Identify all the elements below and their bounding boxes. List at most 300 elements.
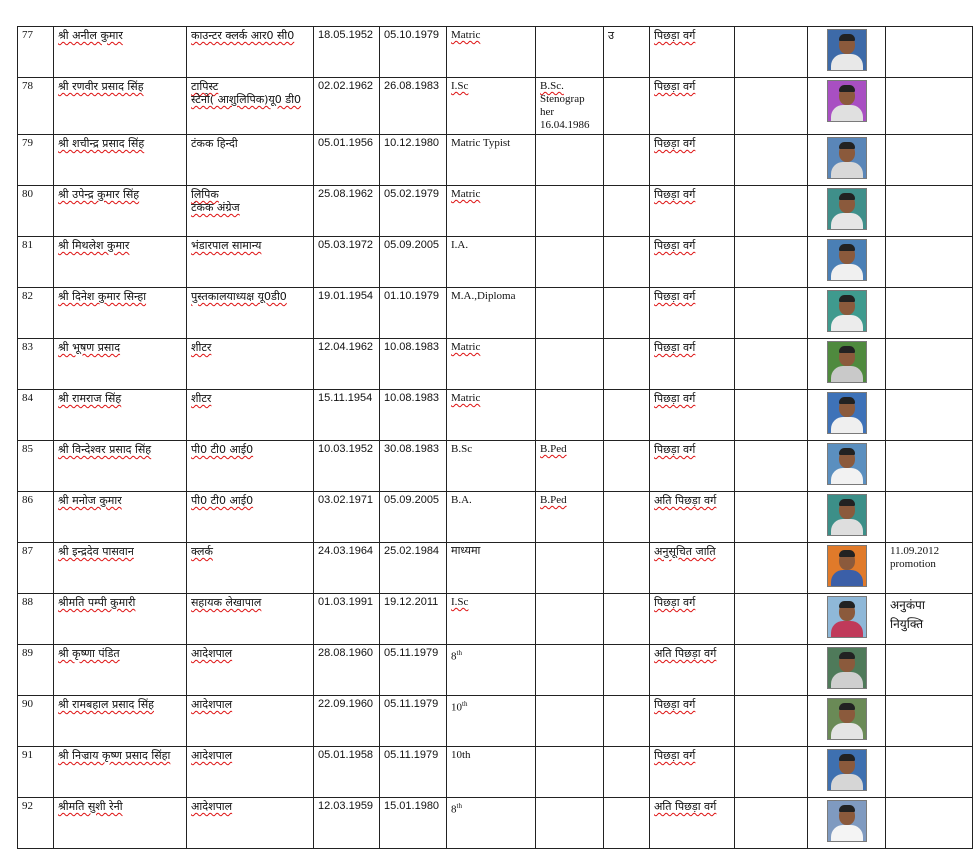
joining-date: 05.09.2005: [384, 239, 440, 251]
qualification: 10th: [451, 749, 471, 761]
serial-number: 89: [22, 647, 33, 659]
designation-cell: [187, 492, 314, 543]
photo-hair: [839, 703, 855, 710]
additional-qualification-cell: [536, 390, 604, 441]
category-value: अति पिछड़ा वर्ग: [654, 647, 717, 660]
employee-name: श्रीमति सुशी रेनी: [58, 800, 123, 813]
name-cell: [54, 237, 187, 288]
serial-cell: [18, 390, 54, 441]
joining-date: 05.09.2005: [384, 494, 440, 506]
photo-hair: [839, 346, 855, 353]
photo-hair: [839, 499, 855, 506]
birth-date: 19.01.1954: [318, 290, 374, 302]
photo-hair: [839, 754, 855, 761]
employee-name: श्री उपेन्द्र कुमार सिंह: [58, 188, 140, 201]
name-cell: [54, 645, 187, 696]
serial-number: 82: [22, 290, 33, 302]
serial-cell: [18, 186, 54, 237]
joining-date: 19.12.2011: [384, 596, 439, 608]
serial-cell: [18, 441, 54, 492]
designation-line: आदेशपाल: [191, 749, 233, 762]
blank-cell: [735, 645, 808, 696]
extra-cell: [604, 594, 650, 645]
serial-cell: [18, 696, 54, 747]
photo-shirt: [831, 519, 863, 536]
name-cell: [54, 543, 187, 594]
remark-cell: [886, 27, 973, 78]
additional-qualification-line: Stenograp: [540, 93, 585, 105]
designation-cell: [187, 696, 314, 747]
remark-cell: [886, 441, 973, 492]
joining-date: 30.08.1983: [384, 443, 440, 455]
remark-cell: [886, 288, 973, 339]
serial-number: 86: [22, 494, 33, 506]
blank-cell: [735, 747, 808, 798]
serial-cell: [18, 594, 54, 645]
photo-hair: [839, 652, 855, 659]
birth-date-cell: [314, 237, 380, 288]
category-value: पिछड़ा वर्ग: [654, 290, 696, 303]
birth-date-cell: [314, 747, 380, 798]
blank-cell: [735, 135, 808, 186]
birth-date-cell: [314, 441, 380, 492]
serial-cell: [18, 135, 54, 186]
birth-date-cell: [314, 492, 380, 543]
category-cell: [650, 594, 735, 645]
birth-date: 24.03.1964: [318, 545, 374, 557]
serial-number: 90: [22, 698, 33, 710]
designation-cell: [187, 288, 314, 339]
qualification-suffix: th: [462, 700, 468, 708]
qualification: Matric: [451, 29, 481, 41]
employee-photo: [827, 188, 867, 230]
serial-cell: [18, 798, 54, 849]
category-cell: [650, 186, 735, 237]
serial-number: 85: [22, 443, 33, 455]
birth-date-cell: [314, 186, 380, 237]
additional-qualification-cell: [536, 27, 604, 78]
photo-shirt: [831, 213, 863, 230]
serial-number: 80: [22, 188, 33, 200]
employee-name: श्री मिथलेश कुमार: [58, 239, 130, 252]
joining-date-cell: [380, 135, 447, 186]
birth-date: 10.03.1952: [318, 443, 374, 455]
blank-cell: [735, 441, 808, 492]
photo-cell: [808, 78, 886, 135]
serial-cell: [18, 645, 54, 696]
name-cell: [54, 288, 187, 339]
designation-cell: [187, 135, 314, 186]
remark-cell: [886, 543, 973, 594]
extra-cell: [604, 696, 650, 747]
designation-cell: [187, 798, 314, 849]
name-cell: [54, 696, 187, 747]
joining-date-cell: [380, 339, 447, 390]
qualification-cell: [447, 27, 536, 78]
photo-cell: [808, 288, 886, 339]
extra-cell: [604, 27, 650, 78]
joining-date-cell: [380, 27, 447, 78]
joining-date-cell: [380, 696, 447, 747]
joining-date: 05.11.1979: [384, 698, 439, 710]
serial-number: 77: [22, 29, 33, 41]
birth-date: 18.05.1952: [318, 29, 374, 41]
category-cell: [650, 27, 735, 78]
joining-date-cell: [380, 237, 447, 288]
joining-date: 10.12.1980: [384, 137, 440, 149]
remark-cell: [886, 594, 973, 645]
qualification-cell: [447, 237, 536, 288]
employee-name: श्री निज्राय कृष्ण प्रसाद सिंहा: [58, 749, 171, 762]
birth-date-cell: [314, 288, 380, 339]
joining-date-cell: [380, 492, 447, 543]
joining-date: 10.08.1983: [384, 341, 440, 353]
joining-date-cell: [380, 798, 447, 849]
photo-cell: [808, 186, 886, 237]
designation-line: लिपिक: [191, 188, 219, 201]
category-value: पिछड़ा वर्ग: [654, 29, 696, 42]
employee-name: श्रीमति पम्पी कुमारी: [58, 596, 136, 609]
extra-cell: [604, 78, 650, 135]
designation-line: पुस्तकालयाध्यक्ष यू0डी0: [191, 290, 287, 303]
birth-date-cell: [314, 543, 380, 594]
photo-hair: [839, 601, 855, 608]
qualification: B.A.: [451, 494, 472, 506]
designation-cell: [187, 237, 314, 288]
employee-name: श्री रामराज सिंह: [58, 392, 122, 405]
designation-line: क्लर्क: [191, 545, 213, 558]
additional-qualification-cell: [536, 441, 604, 492]
employee-photo: [827, 137, 867, 179]
extra-cell: [604, 645, 650, 696]
blank-cell: [735, 696, 808, 747]
qualification-cell: [447, 696, 536, 747]
employee-name: श्री भूषण प्रसाद: [58, 341, 121, 354]
name-cell: [54, 186, 187, 237]
table-row: [18, 135, 973, 186]
photo-cell: [808, 135, 886, 186]
employee-photo: [827, 443, 867, 485]
serial-number: 88: [22, 596, 33, 608]
additional-qualification-line: B.Ped: [540, 443, 567, 455]
staff-table: [17, 26, 973, 849]
employee-photo: [827, 800, 867, 842]
additional-qualification-cell: [536, 135, 604, 186]
additional-qualification-cell: [536, 492, 604, 543]
remark-cell: [886, 135, 973, 186]
photo-cell: [808, 543, 886, 594]
name-cell: [54, 390, 187, 441]
employee-name: श्री मनोज कुमार: [58, 494, 122, 507]
photo-shirt: [831, 417, 863, 434]
category-value: पिछड़ा वर्ग: [654, 188, 696, 201]
extra-cell: [604, 492, 650, 543]
remark-cell: [886, 78, 973, 135]
photo-shirt: [831, 162, 863, 179]
serial-cell: [18, 747, 54, 798]
designation-line: भंडारपाल सामान्य: [191, 239, 262, 252]
designation-line: पी0 टी0 आई0: [191, 443, 254, 456]
extra-cell: [604, 747, 650, 798]
photo-hair: [839, 34, 855, 41]
employee-photo: [827, 647, 867, 689]
name-cell: [54, 27, 187, 78]
employee-photo: [827, 698, 867, 740]
serial-number: 84: [22, 392, 33, 404]
name-cell: [54, 441, 187, 492]
remark-line: promotion: [890, 558, 936, 570]
birth-date: 05.03.1972: [318, 239, 374, 251]
photo-shirt: [831, 825, 863, 842]
category-value: अति पिछड़ा वर्ग: [654, 494, 717, 507]
designation-line: काउन्टर क्लर्क आर0 सी0: [191, 29, 295, 42]
qualification-cell: [447, 645, 536, 696]
designation-cell: [187, 441, 314, 492]
employee-photo: [827, 392, 867, 434]
qualification: I.Sc: [451, 596, 469, 608]
table-row: [18, 186, 973, 237]
blank-cell: [735, 288, 808, 339]
extra-cell: [604, 288, 650, 339]
qualification-suffix: th: [456, 802, 462, 810]
remark-line: अनुकंपा: [890, 598, 925, 612]
extra-cell: [604, 441, 650, 492]
serial-cell: [18, 288, 54, 339]
photo-hair: [839, 85, 855, 92]
extra-cell: [604, 390, 650, 441]
extra-cell: [604, 237, 650, 288]
serial-number: 79: [22, 137, 33, 149]
birth-date: 05.01.1956: [318, 137, 374, 149]
blank-cell: [735, 492, 808, 543]
joining-date: 05.11.1979: [384, 749, 439, 761]
photo-hair: [839, 448, 855, 455]
birth-date-cell: [314, 78, 380, 135]
designation-line: सहायक लेखापाल: [191, 596, 262, 609]
category-cell: [650, 339, 735, 390]
category-cell: [650, 747, 735, 798]
employee-photo: [827, 29, 867, 71]
designation-line: आदेशपाल: [191, 647, 233, 660]
photo-shirt: [831, 774, 863, 791]
blank-cell: [735, 543, 808, 594]
qualification-cell: [447, 594, 536, 645]
category-value: पिछड़ा वर्ग: [654, 443, 696, 456]
joining-date-cell: [380, 645, 447, 696]
photo-cell: [808, 594, 886, 645]
category-cell: [650, 543, 735, 594]
table-row: [18, 288, 973, 339]
joining-date-cell: [380, 390, 447, 441]
blank-cell: [735, 594, 808, 645]
photo-shirt: [831, 366, 863, 383]
table-row: [18, 339, 973, 390]
employee-photo: [827, 290, 867, 332]
qualification-cell: [447, 441, 536, 492]
blank-cell: [735, 237, 808, 288]
extra-cell: [604, 135, 650, 186]
additional-qualification-cell: [536, 237, 604, 288]
employee-photo: [827, 545, 867, 587]
serial-number: 81: [22, 239, 33, 251]
designation-cell: [187, 186, 314, 237]
qualification-cell: [447, 288, 536, 339]
remark-cell: [886, 237, 973, 288]
birth-date: 22.09.1960: [318, 698, 374, 710]
blank-cell: [735, 27, 808, 78]
employee-photo: [827, 749, 867, 791]
birth-date: 01.03.1991: [318, 596, 374, 608]
joining-date-cell: [380, 747, 447, 798]
serial-number: 87: [22, 545, 33, 557]
table-row: [18, 390, 973, 441]
designation-line: आदेशपाल: [191, 698, 233, 711]
qualification-cell: [447, 390, 536, 441]
designation-line: शीटर: [191, 341, 212, 354]
employee-name: श्री रामबहाल प्रसाद सिंह: [58, 698, 154, 711]
photo-shirt: [831, 672, 863, 689]
qualification-cell: [447, 78, 536, 135]
qualification: 10: [451, 701, 462, 714]
category-cell: [650, 441, 735, 492]
photo-shirt: [831, 105, 863, 122]
photo-cell: [808, 441, 886, 492]
joining-date: 26.08.1983: [384, 80, 440, 92]
designation-line: शीटर: [191, 392, 212, 405]
joining-date-cell: [380, 594, 447, 645]
birth-date: 02.02.1962: [318, 80, 374, 92]
remark-cell: [886, 798, 973, 849]
photo-cell: [808, 27, 886, 78]
photo-shirt: [831, 264, 863, 281]
birth-date-cell: [314, 339, 380, 390]
remark-line: नियुक्ति: [890, 617, 924, 631]
employee-name: श्री कृष्णा पंडित: [58, 647, 120, 660]
remark-cell: [886, 390, 973, 441]
joining-date: 05.02.1979: [384, 188, 440, 200]
name-cell: [54, 798, 187, 849]
photo-shirt: [831, 723, 863, 740]
category-value: पिछड़ा वर्ग: [654, 596, 696, 609]
table-row: [18, 798, 973, 849]
name-cell: [54, 135, 187, 186]
remark-cell: [886, 186, 973, 237]
birth-date-cell: [314, 594, 380, 645]
photo-shirt: [831, 315, 863, 332]
table-row: [18, 747, 973, 798]
photo-cell: [808, 492, 886, 543]
category-value: अनुसूचित जाति: [654, 545, 716, 558]
extra-value: उ: [608, 29, 615, 42]
employee-name: श्री रणवीर प्रसाद सिंह: [58, 80, 144, 93]
joining-date: 15.01.1980: [384, 800, 440, 812]
employee-name: श्री दिनेश कुमार सिन्हा: [58, 290, 147, 303]
category-cell: [650, 696, 735, 747]
name-cell: [54, 747, 187, 798]
name-cell: [54, 339, 187, 390]
additional-qualification-cell: [536, 78, 604, 135]
photo-hair: [839, 295, 855, 302]
qualification: Matric: [451, 341, 481, 353]
table-row: [18, 696, 973, 747]
birth-date-cell: [314, 696, 380, 747]
name-cell: [54, 594, 187, 645]
qualification-cell: [447, 135, 536, 186]
serial-cell: [18, 237, 54, 288]
joining-date-cell: [380, 186, 447, 237]
additional-qualification-cell: [536, 594, 604, 645]
photo-cell: [808, 339, 886, 390]
serial-cell: [18, 339, 54, 390]
table-row: [18, 645, 973, 696]
table-body: [18, 27, 973, 849]
category-cell: [650, 237, 735, 288]
qualification-cell: [447, 543, 536, 594]
qualification: Matric Typist: [451, 137, 511, 149]
additional-qualification-cell: [536, 339, 604, 390]
additional-qualification-cell: [536, 747, 604, 798]
designation-cell: [187, 747, 314, 798]
remark-line: 11.09.2012: [890, 545, 940, 557]
serial-cell: [18, 78, 54, 135]
birth-date-cell: [314, 27, 380, 78]
category-value: पिछड़ा वर्ग: [654, 698, 696, 711]
birth-date: 12.04.1962: [318, 341, 374, 353]
extra-cell: [604, 186, 650, 237]
blank-cell: [735, 390, 808, 441]
joining-date: 10.08.1983: [384, 392, 440, 404]
photo-cell: [808, 237, 886, 288]
category-cell: [650, 288, 735, 339]
remark-cell: [886, 747, 973, 798]
remark-cell: [886, 492, 973, 543]
birth-date-cell: [314, 135, 380, 186]
joining-date: 01.10.1979: [384, 290, 440, 302]
joining-date-cell: [380, 78, 447, 135]
birth-date-cell: [314, 390, 380, 441]
table-row: [18, 543, 973, 594]
blank-cell: [735, 339, 808, 390]
photo-hair: [839, 142, 855, 149]
category-value: अति पिछड़ा वर्ग: [654, 800, 717, 813]
photo-cell: [808, 696, 886, 747]
qualification: माध्यमा: [451, 545, 481, 557]
additional-qualification-cell: [536, 186, 604, 237]
birth-date: 25.08.1962: [318, 188, 374, 200]
employee-photo: [827, 80, 867, 122]
photo-hair: [839, 193, 855, 200]
table-row: [18, 441, 973, 492]
birth-date: 05.01.1958: [318, 749, 374, 761]
photo-shirt: [831, 570, 863, 587]
employee-photo: [827, 494, 867, 536]
blank-cell: [735, 186, 808, 237]
category-cell: [650, 390, 735, 441]
photo-shirt: [831, 54, 863, 71]
birth-date-cell: [314, 798, 380, 849]
name-cell: [54, 78, 187, 135]
blank-cell: [735, 798, 808, 849]
additional-qualification-line: her: [540, 106, 555, 118]
category-cell: [650, 135, 735, 186]
serial-number: 78: [22, 80, 33, 92]
photo-hair: [839, 805, 855, 812]
qualification: Matric: [451, 188, 481, 200]
category-value: पिछड़ा वर्ग: [654, 80, 696, 93]
serial-cell: [18, 27, 54, 78]
qualification-cell: [447, 339, 536, 390]
designation-line: टापिस्ट: [191, 80, 219, 93]
